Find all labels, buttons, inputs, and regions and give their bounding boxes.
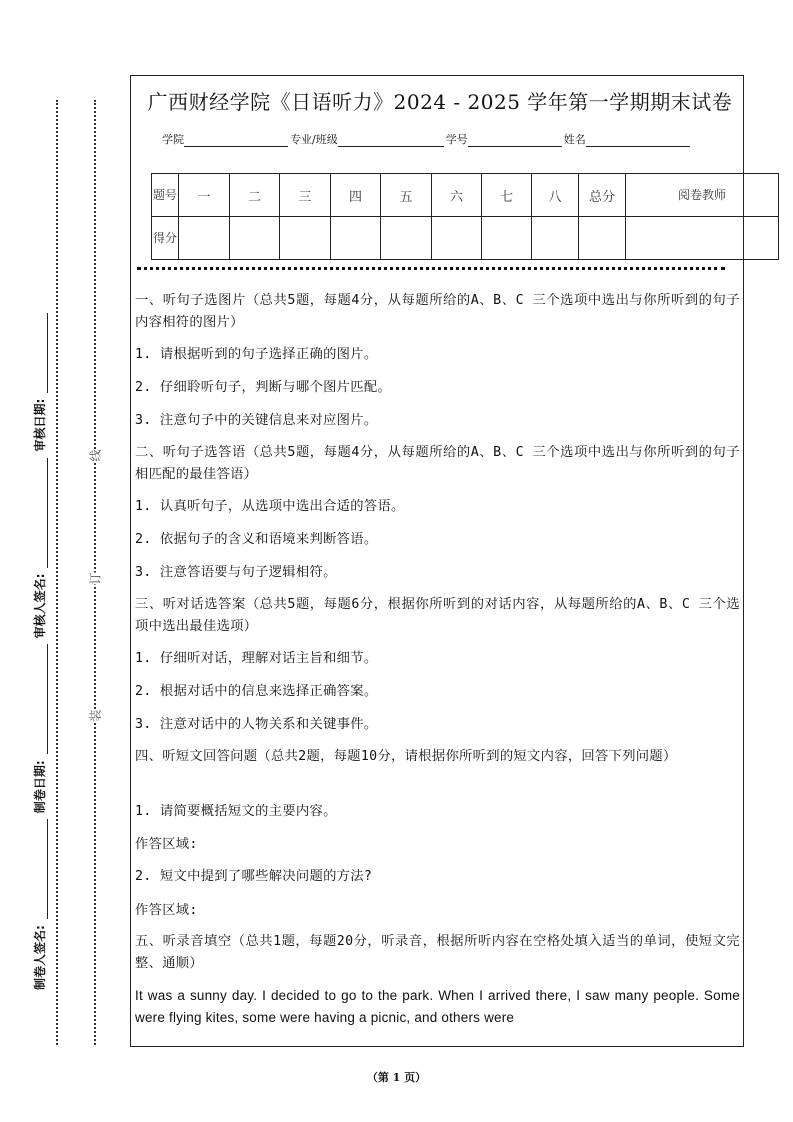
list-item: 3. 注意句子中的关键信息来对应图片。: [135, 413, 378, 428]
review-date-blank[interactable]: [37, 313, 48, 393]
row-label: 题号: [152, 174, 179, 217]
list-item: 3. 注意答语要与句子逻辑相符。: [135, 565, 337, 580]
field-label-student-id: 学号: [445, 133, 468, 146]
cloze-passage: It was a sunny day. I decided to go to the park. When I arrived there, I saw many people. Some were flying kites, some were having a picnic, and others were: [135, 988, 740, 1025]
row-label: 得分: [152, 217, 179, 260]
list-item: 3. 注意对话中的人物关系和关键事件。: [135, 717, 378, 732]
reviewer-signature-blank[interactable]: [37, 458, 48, 568]
page-number: （第 1 页）: [366, 1071, 427, 1084]
question-2: 2. 短文中提到了哪些解决问题的方法?: [135, 869, 373, 884]
section-1-heading: 一、听句子选图片（总共5题，每题4分，从每题所给的A、B、C 三个选项中选出与你所听到的句子内容相符的图片）: [135, 293, 740, 330]
reviewer-signature-label: 审核人签名:: [33, 573, 47, 639]
section-3-heading: 三、听对话选答案（总共5题，每题6分，根据你所听到的对话内容，从每题所给的A、B、C 三个选项中选出最佳选项）: [135, 597, 740, 634]
section-5-heading: 五、听录音填空（总共1题，每题20分，听录音，根据所听内容在空格处填入适当的单词，使短文完整、通顺）: [135, 934, 740, 971]
list-item: 1. 请根据听到的句子选择正确的图片。: [135, 347, 378, 362]
score-cell[interactable]: [331, 217, 381, 260]
binding-char: 订: [88, 572, 103, 585]
col-header: 一: [179, 174, 230, 217]
section-4-heading: 四、听短文回答问题（总共2题，每题10分，请根据你所听到的短文内容，回答下列问题）: [135, 749, 677, 764]
score-cell[interactable]: [432, 217, 482, 260]
major-class-blank[interactable]: [338, 132, 444, 147]
score-cell[interactable]: [626, 217, 779, 260]
col-header: 总分: [579, 174, 626, 217]
col-header: 五: [381, 174, 432, 217]
exam-title: 广西财经学院《日语听力》2024 - 2025 学年第一学期期末试卷: [147, 90, 733, 114]
col-header: 六: [432, 174, 482, 217]
binding-char: 装: [88, 709, 103, 722]
field-label-name: 姓名: [563, 133, 586, 146]
binding-dotted-line: [56, 100, 58, 1045]
col-header: 八: [532, 174, 579, 217]
paper-date-label: 制卷日期:: [33, 760, 47, 814]
score-cell[interactable]: [532, 217, 579, 260]
score-cell[interactable]: [381, 217, 432, 260]
binding-char: 线: [88, 449, 103, 462]
student-id-blank[interactable]: [468, 132, 562, 147]
paper-maker-signature-label: 制卷人签名:: [33, 925, 47, 990]
col-header: 七: [482, 174, 532, 217]
col-header: 四: [331, 174, 381, 217]
review-date-label: 审核日期:: [33, 398, 47, 452]
answer-area-label: 作答区域:: [135, 903, 198, 918]
list-item: 2. 根据对话中的信息来选择正确答案。: [135, 684, 378, 699]
signature-margin: [28, 100, 48, 1050]
list-item: 2. 依据句子的含义和语境来判断答语。: [135, 532, 378, 547]
question-number-row: [152, 174, 779, 217]
section-2-heading: 二、听句子选答语（总共5题，每题4分，从每题所给的A、B、C 三个选项中选出与你所听到的句子相匹配的最佳答语）: [135, 445, 740, 482]
student-info-row: [162, 131, 692, 147]
col-header: 阅卷教师: [626, 174, 779, 217]
answer-area-label: 作答区域:: [135, 837, 198, 852]
col-header: 二: [230, 174, 280, 217]
list-item: 1. 认真听句子，从选项中选出合适的答语。: [135, 499, 405, 514]
question-1: 1. 请简要概括短文的主要内容。: [135, 804, 337, 819]
score-cell[interactable]: [280, 217, 331, 260]
name-blank[interactable]: [586, 132, 690, 147]
list-item: 2. 仔细聆听句子，判断与哪个图片匹配。: [135, 380, 392, 395]
score-table: [151, 173, 779, 260]
field-label-major-class: 专业/班级: [290, 133, 338, 146]
score-cell[interactable]: [482, 217, 532, 260]
college-blank[interactable]: [184, 132, 288, 147]
dotted-divider: [137, 267, 725, 270]
score-cell[interactable]: [579, 217, 626, 260]
score-cell[interactable]: [230, 217, 280, 260]
list-item: 1. 仔细听对话，理解对话主旨和细节。: [135, 651, 378, 666]
score-row: [152, 217, 779, 260]
score-cell[interactable]: [179, 217, 230, 260]
paper-date-blank[interactable]: [37, 644, 48, 754]
paper-maker-signature-blank[interactable]: [37, 819, 48, 919]
field-label-college: 学院: [162, 133, 184, 146]
col-header: 三: [280, 174, 331, 217]
